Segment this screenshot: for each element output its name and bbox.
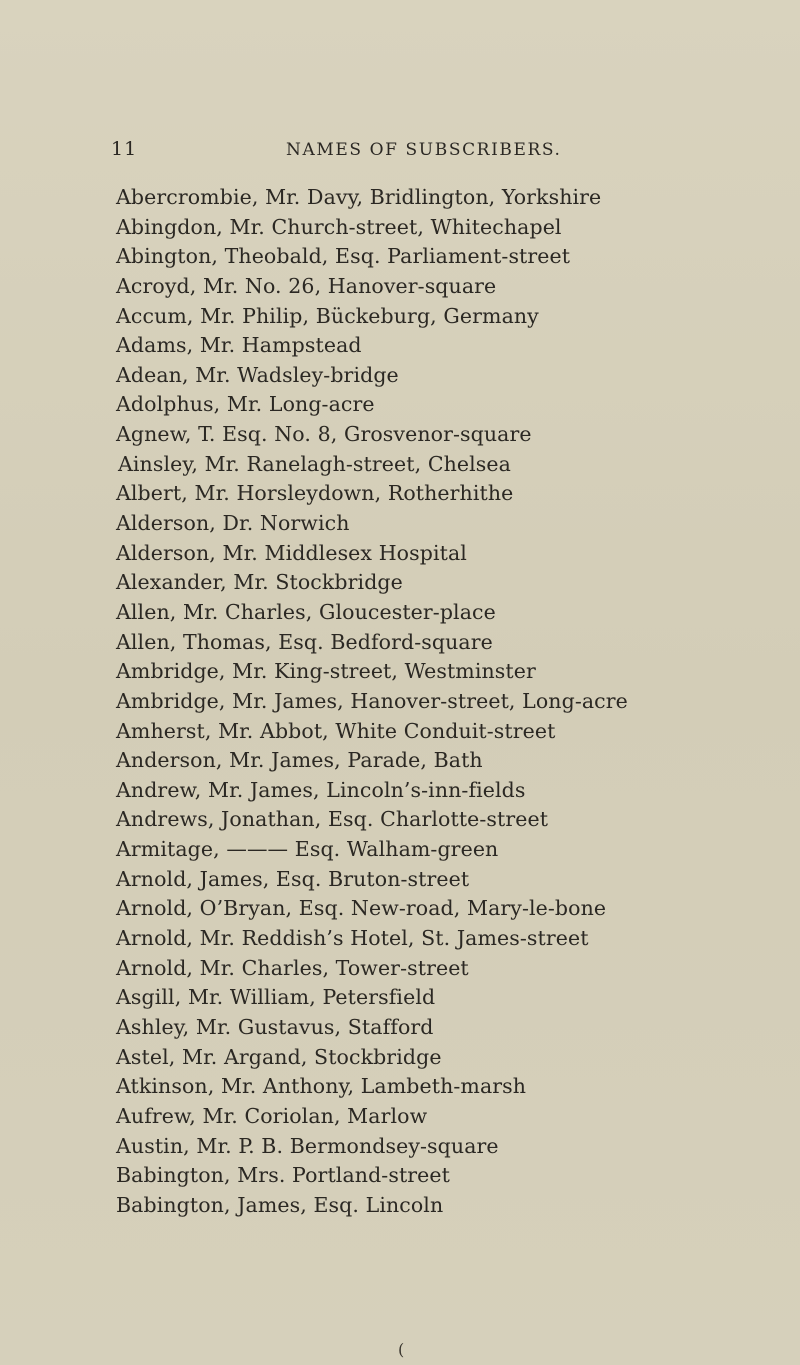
subscriber-entry: Babington, Mrs. Portland-street — [116, 1163, 450, 1188]
subscriber-entry: Alderson, Mr. Middlesex Hospital — [116, 540, 467, 565]
subscriber-entry: Alderson, Dr. Norwich — [116, 511, 350, 536]
subscriber-entry: Asgill, Mr. William, Petersfield — [116, 985, 436, 1010]
subscriber-entry: Ainsley, Mr. Ranelagh-street, Chelsea — [118, 451, 511, 476]
subscriber-entry: Alexander, Mr. Stockbridge — [116, 570, 403, 595]
subscriber-entry: Abercrombie, Mr. Davy, Bridlington, Yorkshire — [116, 185, 602, 209]
subscriber-entry: Arnold, Mr. Charles, Tower-street — [116, 955, 469, 980]
subscriber-entry: Andrews, Jonathan, Esq. Charlotte-street — [116, 807, 549, 832]
subscriber-entry: Arnold, Mr. Reddish’s Hotel, St. James-street — [116, 926, 589, 951]
subscriber-entry: Ambridge, Mr. King-street, Westminster — [116, 659, 536, 684]
subscriber-entry: Adean, Mr. Wadsley-bridge — [116, 362, 399, 387]
subscriber-entry: Amherst, Mr. Abbot, White Conduit-street — [116, 718, 556, 743]
subscriber-entry: Allen, Mr. Charles, Gloucester-place — [116, 599, 496, 624]
subscriber-entry: Acroyd, Mr. No. 26, Hanover-square — [116, 273, 497, 298]
subscriber-entry: Astel, Mr. Argand, Stockbridge — [116, 1044, 442, 1069]
subscriber-entry: Ambridge, Mr. James, Hanover-street, Long-acre — [116, 688, 628, 713]
subscriber-entry: Agnew, T. Esq. No. 8, Grosvenor-square — [116, 422, 532, 447]
subscriber-entry: Austin, Mr. P. B. Bermondsey-square — [116, 1133, 499, 1158]
subscriber-entry: Anderson, Mr. James, Parade, Bath — [116, 748, 483, 773]
subscriber-entry: Atkinson, Mr. Anthony, Lambeth-marsh — [116, 1074, 527, 1099]
page-number: 11 — [111, 138, 138, 160]
subscriber-entry: Babington, James, Esq. Lincoln — [116, 1192, 444, 1217]
subscriber-list — [0, 183, 800, 1220]
subscriber-entry: Allen, Thomas, Esq. Bedford-square — [116, 629, 493, 654]
subscriber-entry: Accum, Mr. Philip, Bückeburg, Germany — [116, 303, 539, 328]
subscriber-entry: Abingdon, Mr. Church-street, Whitechapel — [116, 214, 562, 239]
subscriber-entry: Adolphus, Mr. Long-acre — [116, 392, 375, 417]
subscriber-entry: Armitage, ——— Esq. Walham-green — [116, 837, 499, 862]
footer-mark: ( — [398, 1340, 405, 1359]
subscriber-entry: Albert, Mr. Horsleydown, Rotherhithe — [116, 481, 514, 506]
subscriber-entry: Arnold, O’Bryan, Esq. New-road, Mary-le-bone — [116, 896, 607, 921]
running-title: NAMES OF SUBSCRIBERS. — [286, 140, 562, 160]
subscriber-entry: Abington, Theobald, Esq. Parliament-street — [116, 244, 571, 269]
subscriber-entry: Ashley, Mr. Gustavus, Stafford — [116, 1014, 434, 1039]
page-header — [0, 138, 800, 168]
subscriber-entry: Arnold, James, Esq. Bruton-street — [116, 866, 470, 891]
subscriber-entry: Andrew, Mr. James, Lincoln’s-inn-fields — [116, 777, 526, 802]
subscriber-entry: Adams, Mr. Hampstead — [116, 333, 362, 358]
subscriber-entry: Aufrew, Mr. Coriolan, Marlow — [116, 1103, 428, 1128]
